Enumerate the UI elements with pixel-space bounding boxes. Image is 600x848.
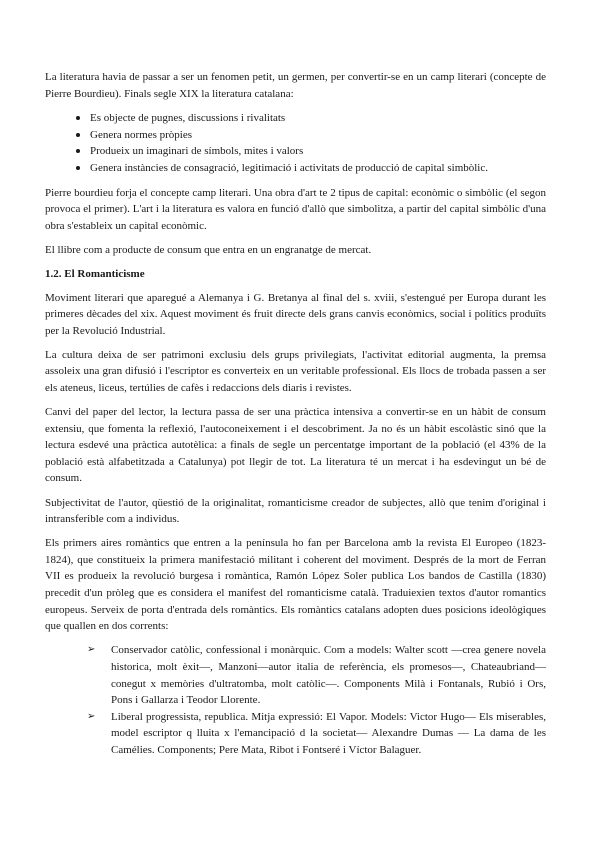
intro-paragraph: La literatura havia de passar a ser un fenomen petit, un germen, per convertir-se en un camp literari (concepte de Pierre Bourdieu). Finals segle XIX la literatura catalana: [45, 71, 546, 100]
arrow-bullet-icon: ➢ [87, 710, 96, 722]
corrent-text: Conservador catòlic, confessional i monàrquic. Com a models: Walter scott —crea genere novela historica, molt èxit—, Manzoni—autor italia de referència, els promesos—, Chateaubriand—conegut x memòries d'ultratomba, molt catòlic—. Components Milà i Fontanals, Rubió i Ors, Pons i Gallarza i Teodor Llorente. [111, 644, 546, 707]
list-item: Genera instàncies de consagració, legitimació i activitats de producció de capital simbòlic. [76, 160, 546, 177]
list-item [87, 642, 546, 708]
camp-literari-list [45, 110, 546, 176]
corrent-text: Liberal progressista, republica. Mitja expressió: El Vapor. Models: Victor Hugo— Els miserables, model escriptor q lluita x l'emancipació d la societat— Alexandre Dumas — La dama de les Camélies. Components; Pere Mata, Ribot i Fontseré i Víctor Balaguer. [111, 710, 546, 756]
llibre-paragraph: El llibre com a producte de consum que entra en un engranatge de mercat. [45, 243, 372, 256]
cultura-paragraph: La cultura deixa de ser patrimoni exclusiu dels grups privilegiats, l'activitat editorial augmenta, la premsa assoleix una gran difusió i l'escriptor es converteix en un veritable professional. Els llocs de trobada passen a ser els ateneus, liceus, tertúlies de cafès i redaccions dels diaris i revistes. [45, 348, 546, 394]
aires-paragraph: Els primers aires romàntics que entren a la península ho fan per Barcelona amb la revista El Europeo (1823-1824), que constitueix la primera manifestació militant i coherent del moviment. Després de la mort de Ferran VII es produeix la revolució burgesa i romàntica, Ramón López Soler publica Los bandos de Castilla (1830) precedit d'un pròleg que es considera el manifest del romanticisme català. Traduiexien textos d'autor romantics europeus. Serveix de porta d'entrada dels romàntics. Els romàntics catalans adopten dues posicions ideològiques que quallen en dos corrents: [45, 537, 546, 633]
bourdieu-paragraph: Pierre bourdieu forja el concepte camp literari. Una obra d'art te 2 tipus de capital: econòmic o simbòlic (el segon provoca el primer). L'art i la literatura es valora en funció d'allò que simbolitza, a partir del capital simbòlic d'una obra s'estableix un capital econòmic. [45, 186, 546, 232]
list-item: Produeix un imaginari de símbols, mites i valors [76, 143, 546, 160]
section-heading: 1.2. El Romanticisme [45, 267, 145, 280]
list-item [87, 709, 546, 759]
arrow-bullet-icon: ➢ [87, 644, 96, 656]
canvi-paragraph: Canvi del paper del lector, la lectura passa de ser una pràctica intensiva a convertir-se en un hàbit de consum extensiu, que fomenta la reflexió, l'autoconeixement i el descobriment. Ja no és un hàbit escolàstic sinó que la lectura esdevé una pràctica autotèlica: a finals de segle un percentatge important de la població (el 43% de la població està alfabetitzada a Catalunya) pot llegir de tot. La literatura té un mercat i ha esdevingut un bé de consum. [45, 406, 546, 485]
list-item: Es objecte de pugnes, discussions i rivalitats [76, 110, 546, 127]
moviment-paragraph: Moviment literari que aparegué a Alemanya i G. Bretanya al final del s. xviii, s'estengué per Europa durant les primeres dècades del xix. Aquest moviment és fruit directe dels grans canvis econòmics, social i polítics produïts per la Revolució Industrial. [45, 291, 546, 337]
corrents-list [45, 642, 546, 758]
subjectivitat-paragraph: Subjectivitat de l'autor, qüestió de la originalitat, romanticisme creador de subjectes, allò que tenim d'original i intransferible com a individus. [45, 496, 546, 526]
list-item: Genera normes pròpies [76, 127, 546, 144]
